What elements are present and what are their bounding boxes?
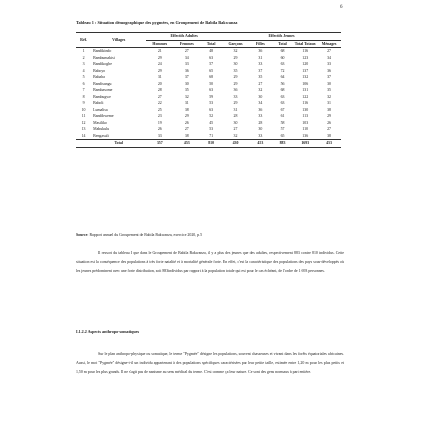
value-cell: 35	[184, 88, 189, 92]
value-cell: 33	[184, 62, 189, 66]
value-cell: 68	[209, 75, 214, 79]
value-cell: 61	[280, 114, 285, 118]
value-cell: 29	[327, 114, 331, 118]
value-cell: 38	[184, 133, 189, 138]
value-cell: 32	[258, 88, 263, 92]
value-cell: 58	[280, 120, 285, 125]
value-cell: 30	[184, 81, 189, 86]
value-cell: 28	[233, 114, 238, 118]
value-cell: 34	[258, 101, 263, 105]
value-cell: 68	[280, 88, 285, 92]
value-cell: 57	[209, 62, 214, 66]
value-cell: 33	[233, 94, 238, 99]
value-cell: 24	[157, 62, 162, 66]
value-cell: 36	[233, 88, 238, 92]
value-cell: 27	[327, 49, 331, 53]
village-name-cell: Masiliko	[93, 120, 107, 125]
value-cell: 131	[302, 88, 309, 92]
value-cell: 29	[233, 81, 238, 86]
value-cell: 106	[302, 81, 309, 86]
value-cell: 116	[302, 49, 309, 53]
value-cell: 28	[258, 120, 263, 125]
row-ref-cell: 7	[82, 88, 85, 92]
village-name-cell: Bambumakisi	[93, 55, 115, 60]
value-cell: 72	[280, 68, 285, 73]
value-cell: 52	[209, 114, 214, 118]
page-number: 6	[340, 5, 343, 10]
value-cell: 56	[280, 81, 285, 86]
row-ref-cell: 14	[81, 133, 86, 138]
value-cell: 32	[327, 94, 331, 99]
value-cell: 36	[258, 49, 263, 53]
value-cell: 29	[157, 68, 162, 73]
total-cell: 453	[317, 140, 341, 148]
value-cell: 136	[302, 133, 309, 138]
row-ref-cell: 2	[82, 55, 85, 60]
paragraph-anthropo: Sur le plan anthropo-physique ou somatique, le terme "Pygmée" désigne les populations, souvent chasseuses et vivant dans les forêts équatoriales africaines. Aussi, le mot "Pygmée" désigne-t-il un individu appartenant à des populations spécifiques caractérisées par leur petite taille, estimée entre 1,20 m pour les plus petits et 1,50 m pour les plus grands. Il ne s'agit pas de nanisme au sens médical du terme. C'est comme ça leur nature. Ce sont des gens normaux à part entière.	[76, 352, 344, 374]
village-name-cell: Lumalisa	[93, 107, 108, 112]
section-heading: I.1.2.2 Aspects anthropo-somatiques	[76, 329, 140, 334]
demography-table	[76, 32, 341, 148]
row-ref-cell: 4	[82, 68, 85, 73]
value-cell: 110	[302, 127, 309, 131]
value-cell: 63	[280, 101, 285, 105]
value-cell: 38	[327, 133, 331, 138]
total-ref-cell	[76, 140, 91, 148]
source-text: : Rapport annuel du Groupement de Babila Bakwanza, exercice 2020, p.5	[87, 233, 203, 237]
value-cell: 103	[302, 120, 309, 125]
value-cell: 30	[233, 120, 238, 125]
value-cell: 59	[209, 94, 214, 99]
value-cell: 63	[209, 55, 214, 60]
value-cell: 68	[280, 49, 285, 53]
value-cell: 33	[258, 62, 263, 66]
value-cell: 65	[209, 68, 214, 73]
sub-header-menages: Ménages	[317, 40, 341, 48]
village-name-cell: Babaha	[93, 75, 105, 79]
value-cell: 27	[258, 81, 263, 86]
value-cell: 30	[327, 81, 331, 86]
value-cell: 71	[209, 133, 214, 138]
value-cell: 60	[280, 55, 285, 60]
value-cell: 38	[327, 107, 331, 112]
source-label: Source	[76, 233, 88, 237]
value-cell: 31	[233, 107, 238, 112]
village-name-cell: Bandibweme	[93, 114, 114, 118]
value-cell: 63	[280, 94, 285, 99]
value-cell: 27	[157, 94, 162, 99]
value-cell: 31	[258, 55, 263, 60]
value-cell: 123	[302, 55, 309, 60]
value-cell: 34	[184, 55, 189, 60]
value-cell: 26	[157, 127, 162, 131]
total-cell: 810	[200, 140, 222, 148]
table-source	[76, 233, 202, 237]
value-cell: 65	[280, 133, 285, 138]
value-cell: 27	[327, 127, 331, 131]
value-cell: 27	[184, 49, 189, 53]
value-cell: 20	[157, 81, 162, 86]
row-ref-cell: 5	[82, 75, 85, 79]
row-ref-cell: 8	[82, 94, 85, 99]
value-cell: 45	[209, 120, 214, 125]
col-villages-header: Villages	[91, 33, 146, 48]
value-cell: 21	[157, 49, 162, 53]
table-caption: Tableau 1 : Situation démographique des pygmées, en Groupement de Babila Bakwanza	[76, 20, 238, 25]
value-cell: 116	[302, 101, 309, 105]
value-cell: 32	[184, 94, 189, 99]
value-cell: 113	[302, 114, 309, 118]
value-cell: 120	[302, 62, 309, 66]
total-label: Total	[91, 140, 146, 148]
village-name-cell: Bengasuli	[93, 133, 109, 138]
value-cell: 32	[233, 133, 238, 138]
village-name-cell: Baboyo	[93, 68, 106, 73]
village-name-cell: Bandikindo	[93, 49, 112, 53]
value-cell: 33	[258, 114, 263, 118]
sub-header-femmes: Femmes	[173, 40, 200, 48]
sub-header-garcons: Garçons	[222, 40, 249, 48]
value-cell: 33	[157, 133, 162, 138]
table-row	[76, 48, 341, 55]
village-name-cell: Bandisangu	[93, 81, 112, 86]
value-cell: 29	[233, 75, 238, 79]
value-cell: 31	[157, 75, 162, 79]
value-cell: 29	[157, 55, 162, 60]
value-cell: 38	[184, 107, 189, 112]
value-cell: 37	[184, 75, 189, 79]
village-name-cell: Bandikogbe	[93, 62, 112, 66]
row-ref-cell: 13	[81, 127, 86, 131]
value-cell: 19	[157, 120, 162, 125]
sub-header-hommes: Hommes	[146, 40, 173, 48]
value-cell: 137	[302, 68, 309, 73]
value-cell: 57	[280, 127, 285, 131]
value-cell: 35	[258, 75, 263, 79]
value-cell: 29	[233, 101, 238, 105]
value-cell: 30	[258, 127, 263, 131]
sub-header-filles: Filles	[249, 40, 272, 48]
sub-header-total-totaux: Total Totaux	[294, 41, 316, 46]
total-cell: 883	[272, 140, 294, 148]
value-cell: 31	[327, 101, 331, 105]
value-cell: 53	[209, 127, 214, 131]
value-cell: 27	[233, 127, 238, 131]
total-cell: 430	[222, 140, 249, 148]
row-ref-cell: 6	[82, 81, 85, 86]
group-youth-header: Effectifs Jeunes	[222, 33, 341, 41]
row-ref-cell: 9	[82, 101, 85, 105]
village-name-cell: Bambugwe	[93, 94, 111, 99]
total-cell: 453	[173, 140, 200, 148]
value-cell: 26	[184, 120, 189, 125]
paragraph-analysis: Il ressort du tableau I que dans le Groupement de Babila Bakwanza, il y a plus des jeunes que des adultes, respectivement 883 contre 810 individus. Cette situation est la conséquence des populations à très forte natalité et à mortalité générale forte. En effet, c'est la caractéristique des populations des pays sous-développés où les jeunes prédominent avec une forte distribution, soit 883individus par rapport à la population totale qui est pour le cas échéant, de l'ordre de 1 693 personnes.	[76, 251, 344, 273]
row-ref-cell: 3	[82, 62, 85, 66]
value-cell: 37	[258, 68, 263, 73]
value-cell: 25	[157, 107, 162, 112]
group-adults-header: Effectifs Adultes	[146, 33, 222, 41]
value-cell: 34	[327, 55, 331, 60]
value-cell: 64	[280, 75, 285, 79]
total-row	[76, 140, 341, 148]
value-cell: 36	[184, 68, 189, 73]
value-cell: 28	[157, 88, 162, 92]
value-cell: 35	[233, 68, 238, 73]
village-name-cell: Bambasome	[93, 88, 113, 92]
value-cell: 63	[209, 88, 214, 92]
value-cell: 33	[258, 133, 263, 138]
value-cell: 29	[233, 55, 238, 60]
total-cell: 453	[249, 140, 272, 148]
row-ref-cell: 1	[82, 49, 85, 53]
sub-header-total-youth: Total	[272, 40, 294, 48]
value-cell: 36	[258, 107, 263, 112]
value-cell: 48	[209, 49, 214, 53]
value-cell: 31	[184, 101, 189, 105]
value-cell: 132	[302, 75, 309, 79]
total-cell: 1693	[293, 140, 317, 148]
table-body	[76, 48, 341, 140]
value-cell: 32	[233, 49, 238, 53]
value-cell: 122	[302, 94, 309, 99]
value-cell: 36	[327, 68, 331, 73]
col-ref-header: Réf.	[76, 33, 91, 48]
value-cell: 130	[302, 107, 309, 112]
value-cell: 30	[233, 62, 238, 66]
value-cell: 29	[184, 114, 189, 118]
value-cell: 53	[209, 101, 214, 105]
total-cell: 357	[146, 140, 173, 148]
row-ref-cell: 12	[81, 120, 86, 125]
value-cell: 22	[157, 101, 162, 105]
row-ref-cell: 11	[81, 114, 86, 118]
value-cell: 50	[209, 81, 214, 86]
value-cell: 63	[209, 107, 214, 112]
value-cell: 23	[157, 114, 162, 118]
value-cell: 26	[327, 120, 331, 125]
value-cell: 33	[327, 62, 331, 66]
village-name-cell: Baboli	[93, 101, 104, 105]
value-cell: 35	[327, 88, 331, 92]
value-cell: 30	[258, 94, 263, 99]
village-name-cell: Mabukulu	[93, 127, 110, 131]
row-ref-cell: 10	[81, 107, 86, 112]
value-cell: 67	[280, 107, 285, 112]
value-cell: 63	[280, 62, 285, 66]
table-row	[76, 133, 341, 140]
value-cell: 37	[327, 75, 331, 79]
value-cell: 27	[184, 127, 189, 131]
sub-header-total-adults: Total	[200, 40, 222, 48]
